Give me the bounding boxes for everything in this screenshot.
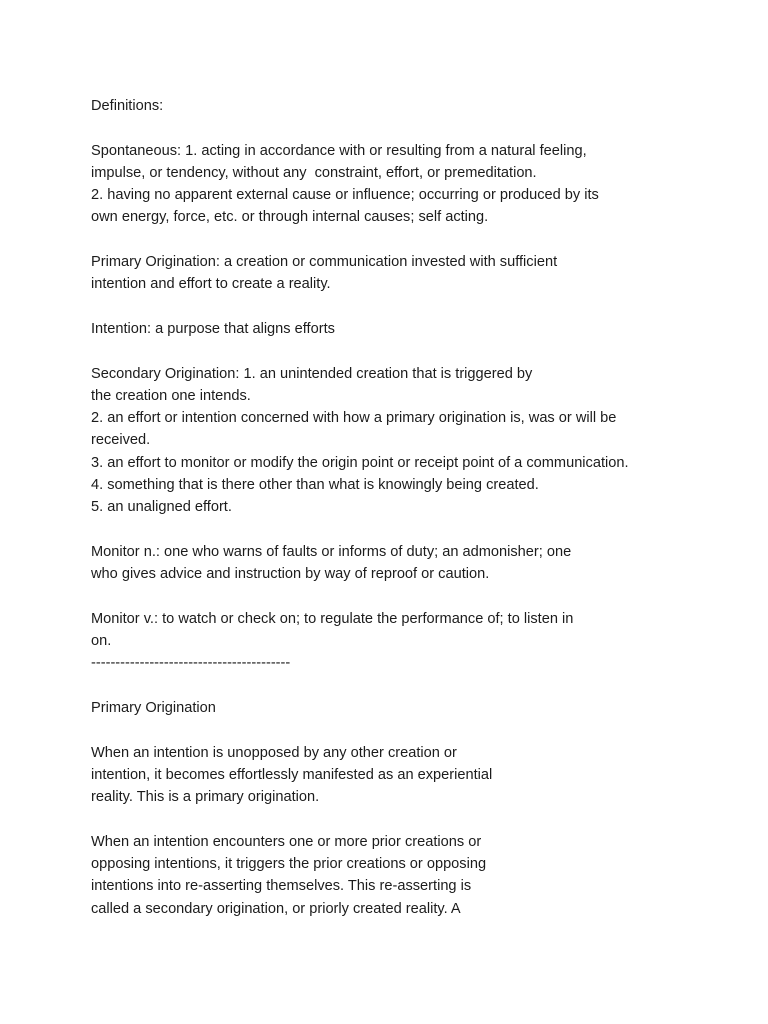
- text-line: received.: [91, 432, 151, 449]
- text-line: Primary Origination: a creation or communication invested with sufficient: [91, 254, 558, 271]
- text-line: When an intention is unopposed by any other creation or: [91, 744, 457, 761]
- text-line: intentions into re-asserting themselves. This re-asserting is: [91, 878, 472, 895]
- document-body: [91, 95, 731, 920]
- text-line: intention, it becomes effortlessly manifested as an experiential: [91, 766, 493, 783]
- text-line: own energy, force, etc. or through internal causes; self acting.: [91, 209, 489, 226]
- text-line: 5. an unaligned effort.: [91, 499, 232, 516]
- text-line: 2. an effort or intention concerned with how a primary origination is, was or will be: [91, 410, 617, 427]
- text-line: Spontaneous: 1. acting in accordance with or resulting from a natural feeling,: [91, 142, 587, 159]
- text-line: Monitor n.: one who warns of faults or informs of duty; an admonisher; one: [91, 543, 572, 560]
- text-line: 3. an effort to monitor or modify the origin point or receipt point of a communication.: [91, 454, 629, 471]
- blank-line: [91, 675, 731, 697]
- blank-line: [91, 586, 731, 608]
- blank-line: [91, 340, 731, 362]
- blank-line: [91, 809, 731, 831]
- section-heading: Primary Origination: [91, 700, 216, 717]
- text-line: opposing intentions, it triggers the prior creations or opposing: [91, 856, 487, 873]
- text-line: reality. This is a primary origination.: [91, 789, 320, 806]
- definitions-heading: Definitions:: [91, 98, 164, 114]
- text-line: Secondary Origination: 1. an unintended creation that is triggered by: [91, 365, 533, 382]
- blank-line: [91, 719, 731, 741]
- text-line: When an intention encounters one or more prior creations or: [91, 833, 482, 850]
- blank-line: [91, 519, 731, 541]
- blank-line: [91, 296, 731, 318]
- text-line: intention and effort to create a reality.: [91, 276, 331, 293]
- text-line: who gives advice and instruction by way of reproof or caution.: [91, 566, 490, 583]
- text-line: the creation one intends.: [91, 387, 251, 404]
- section-divider: -----------------------------------------: [91, 655, 291, 672]
- blank-line: [91, 117, 731, 139]
- text-line: 2. having no apparent external cause or influence; occurring or produced by its: [91, 187, 599, 204]
- text-line: 4. something that is there other than what is knowingly being created.: [91, 477, 539, 494]
- text-line: Intention: a purpose that aligns efforts: [91, 320, 335, 337]
- blank-line: [91, 229, 731, 251]
- text-line: impulse, or tendency, without any constraint, effort, or premeditation.: [91, 164, 537, 181]
- text-line: called a secondary origination, or priorly created reality. A: [91, 900, 461, 917]
- text-line: on.: [91, 633, 112, 650]
- text-line: Monitor v.: to watch or check on; to regulate the performance of; to listen in: [91, 610, 574, 627]
